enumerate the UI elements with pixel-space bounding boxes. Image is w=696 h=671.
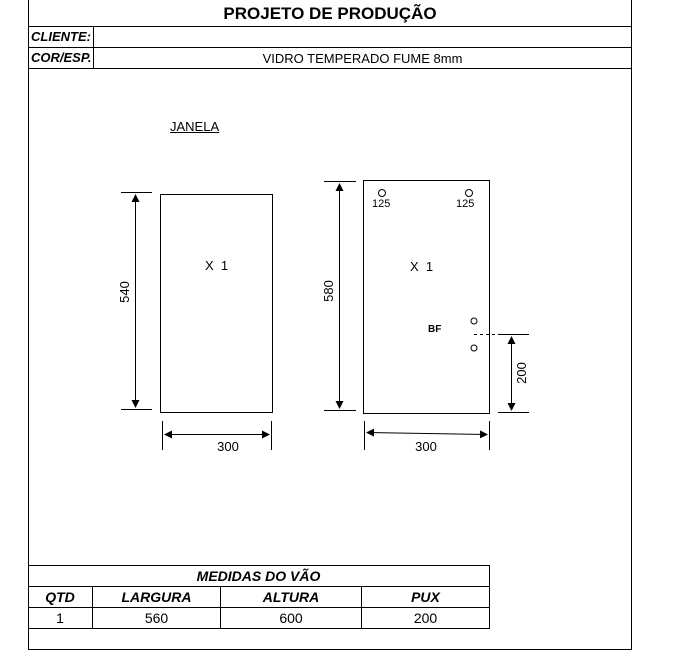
cor-esp-value: VIDRO TEMPERADO FUME 8mm [262, 51, 463, 66]
right-glass-panel [364, 181, 490, 414]
hole-handle-upper [471, 318, 477, 324]
right-height-label: 580 [321, 280, 336, 302]
cor-esp-label: COR/ESP. [31, 50, 92, 65]
table-header-qtd: QTD [45, 589, 75, 605]
bf-label: BF [428, 324, 442, 335]
pux-height-label: 200 [514, 362, 529, 384]
hole-top-left-label: 125 [372, 198, 391, 210]
left-width-label: 300 [217, 439, 239, 454]
sheet-frame [28, 0, 632, 650]
table-header-largura: LARGURA [121, 589, 192, 605]
table-cell-qtd: 1 [56, 610, 64, 626]
drawing-title: JANELA [170, 119, 220, 134]
right-width-label: 300 [415, 439, 437, 454]
table-header-altura: ALTURA [262, 589, 320, 605]
table-cell-pux: 200 [413, 610, 438, 626]
hole-top-right [466, 190, 473, 197]
left-panel-qty: X 1 [205, 258, 229, 273]
right-panel-qty: X 1 [410, 259, 434, 274]
left-glass-panel [161, 195, 273, 413]
page-title: PROJETO DE PRODUÇÃO [223, 4, 437, 23]
table-cell-altura: 600 [279, 610, 303, 626]
measurements-table-title: MEDIDAS DO VÃO [196, 568, 321, 584]
table-header-pux: PUX [411, 589, 440, 605]
table-cell-largura: 560 [144, 610, 169, 626]
hole-top-left [379, 190, 386, 197]
cliente-label: CLIENTE: [31, 29, 91, 44]
left-height-label: 540 [117, 281, 132, 303]
hole-top-right-label: 125 [456, 198, 475, 210]
hole-handle-lower [471, 345, 477, 351]
